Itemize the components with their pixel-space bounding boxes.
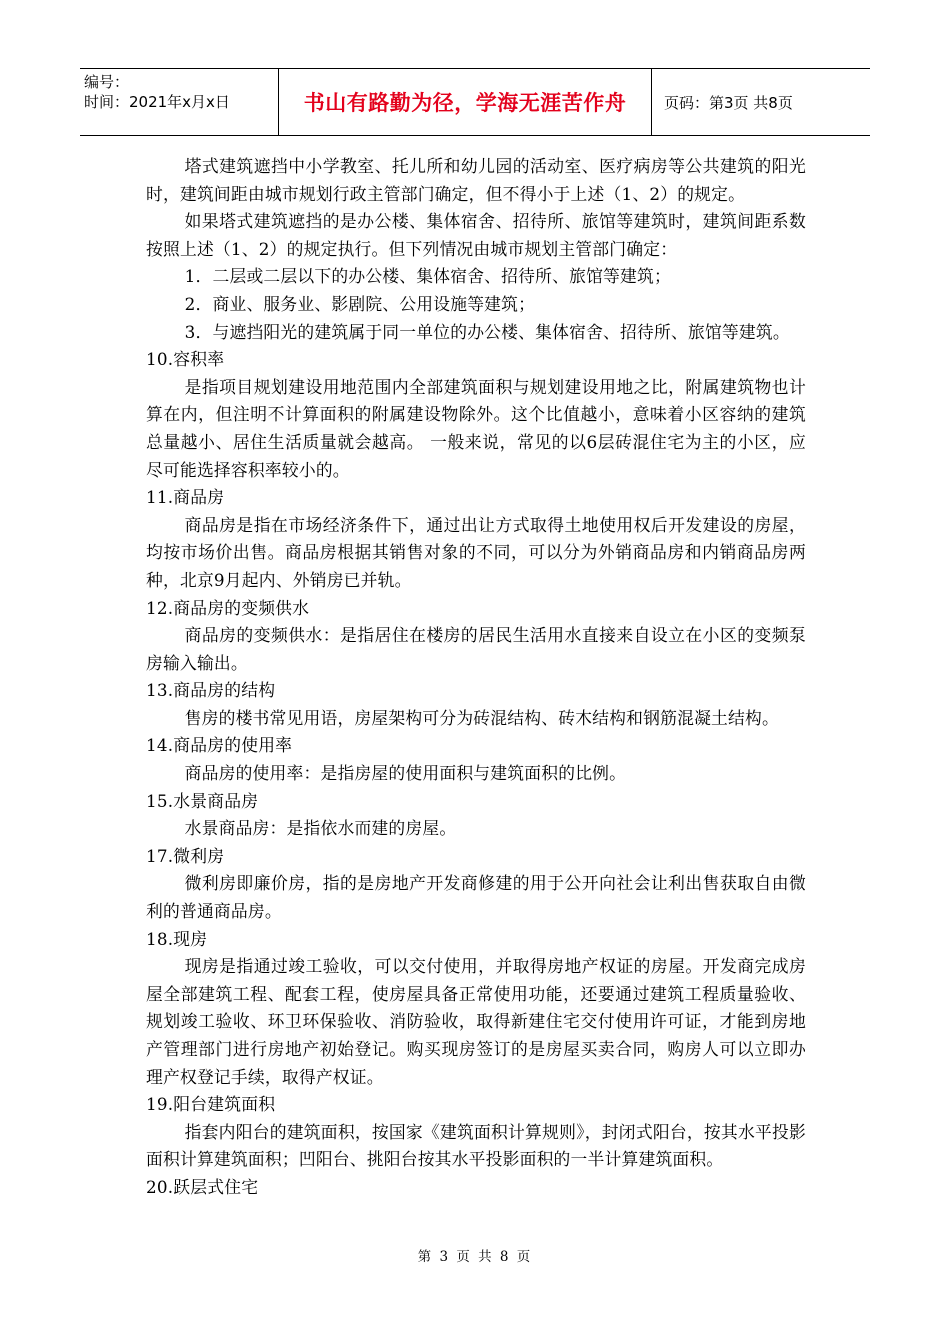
paragraph: 商品房的使用率：是指房屋的使用面积与建筑面积的比例。 xyxy=(184,763,627,784)
header-left-cell xyxy=(80,69,278,135)
header-page-label: 页码：第3页 共8页 xyxy=(664,93,793,112)
paragraph: 微利房即廉价房，指的是房地产开发商修建的用于公开向社会让利出售获取自由微利的普通商品房。 xyxy=(146,873,806,922)
paragraph: 是指项目规划建设用地范围内全部建筑面积与规划建设用地之比，附属建筑物也计算在内，但注明不计算面积的附属建设物除外。这个比值越小，意味着小区容纳的建筑总量越小、居住生活质量就会越高。 一般来说，常见的以6层砖混住宅为主的小区，应尽可能选择容积率较小的。 xyxy=(146,376,806,480)
paragraph: 塔式建筑遮挡中小学教室、托儿所和幼儿园的活动室、医疗病房等公共建筑的阳光时，建筑间距由城市规划行政主管部门确定，但不得小于上述（1、2）的规定。 xyxy=(146,156,806,204)
paragraph: 商品房是指在市场经济条件下，通过出让方式取得土地使用权后开发建设的房屋，均按市场价出售。商品房根据其销售对象的不同，可以分为外销商品房和内销商品房两种，北京9月起内、外销房已并轨。 xyxy=(146,514,806,590)
paragraph: 如果塔式建筑遮挡的是办公楼、集体宿舍、招待所、旅馆等建筑时，建筑间距系数按照上述（1、2）的规定执行。但下列情况由城市规划主管部门确定： xyxy=(146,211,806,259)
section-heading: 17.微利房 xyxy=(146,845,225,866)
section-heading: 10.容积率 xyxy=(146,349,225,370)
paragraph: 水景商品房：是指依水而建的房屋。 xyxy=(184,818,457,839)
section-heading: 19.阳台建筑面积 xyxy=(146,1094,276,1115)
paragraph: 售房的楼书常见用语，房屋架构可分为砖混结构、砖木结构和钢筋混凝土结构。 xyxy=(184,707,779,728)
list-item: 3．与遮挡阳光的建筑属于同一单位的办公楼、集体宿舍、招待所、旅馆等建筑。 xyxy=(184,321,790,342)
list-item: 2．商业、服务业、影剧院、公用设施等建筑； xyxy=(184,293,536,314)
section-heading: 14.商品房的使用率 xyxy=(146,735,293,756)
section-heading: 11.商品房 xyxy=(146,487,225,508)
section-heading: 18.现房 xyxy=(146,928,208,949)
section-heading: 15.水景商品房 xyxy=(146,790,259,811)
page-footer: 第 3 页 共 8 页 xyxy=(417,1249,533,1265)
document-body xyxy=(146,153,806,1202)
page-header xyxy=(80,68,870,136)
section-heading: 20.跃层式住宅 xyxy=(146,1176,259,1197)
number-label: 编号： xyxy=(84,73,130,91)
paragraph: 商品房的变频供水：是指居住在楼房的居民生活用水直接来自设立在小区的变频泵房输入输出。 xyxy=(146,625,806,673)
paragraph: 现房是指通过竣工验收，可以交付使用，并取得房地产权证的房屋。开发商完成房屋全部建筑工程、配套工程，使房屋具备正常使用功能，还要通过建筑工程质量验收、规划竣工验收、环卫环保验收、消防验收，取得新建住宅交付使用许可证，才能到房地产管理部门进行房地产初始登记。购买现房签订的是房屋买卖合同，购房人可以立即办理产权登记手续，取得产权证。 xyxy=(146,956,806,1087)
header-motto: 书山有路勤为径，学海无涯苦作舟 xyxy=(278,69,652,135)
section-heading: 12.商品房的变频供水 xyxy=(146,597,310,618)
time-label: 时间：2021年x月x日 xyxy=(84,93,230,111)
section-heading: 13.商品房的结构 xyxy=(146,680,276,701)
list-item: 1．二层或二层以下的办公楼、集体宿舍、招待所、旅馆等建筑； xyxy=(184,266,671,287)
paragraph: 指套内阳台的建筑面积，按国家《建筑面积计算规则》，封闭式阳台，按其水平投影面积计算建筑面积；凹阳台、挑阳台按其水平投影面积的一半计算建筑面积。 xyxy=(146,1121,806,1170)
